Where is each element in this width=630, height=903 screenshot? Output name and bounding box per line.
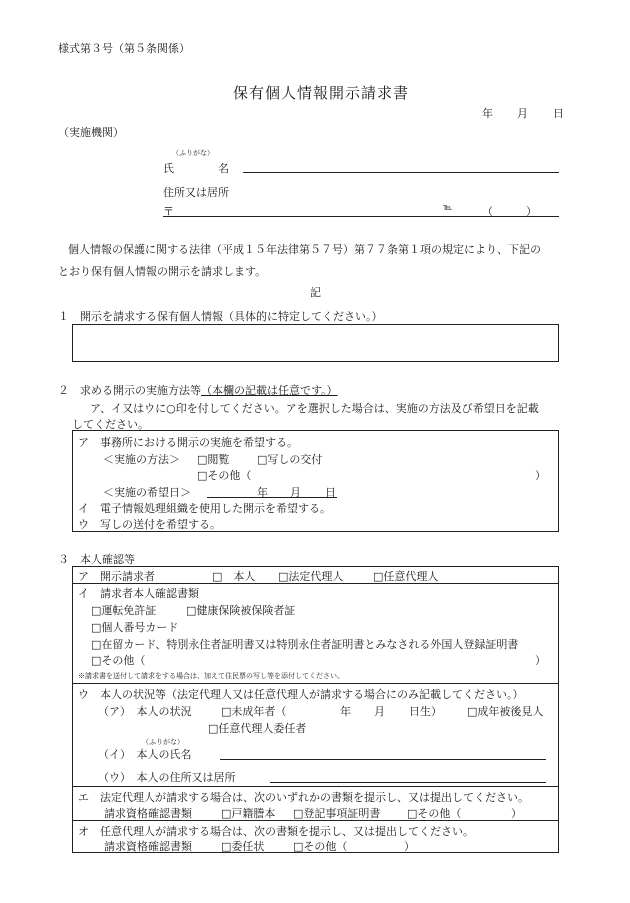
voluntary-other-close: ）	[404, 840, 415, 853]
date-day-label: 日	[553, 107, 564, 120]
section2-heading-note: （本欄の記載は任意です。）	[201, 384, 338, 397]
hope-month-label: 月	[290, 486, 301, 499]
minor-year-label: 年	[340, 705, 351, 718]
section2-heading	[58, 382, 338, 398]
tel-paren: （ ）	[482, 205, 537, 218]
method-label: ＜実施の方法＞	[103, 453, 180, 466]
id-docs-label: イ 請求者本人確認書類	[78, 587, 199, 600]
tel-label: ℡	[443, 203, 453, 213]
intro-line-1: 個人情報の保護に関する法律（平成１５年法律第５７号）第７７条第１項の規定により、下記の	[68, 243, 541, 256]
principal-name-field[interactable]	[220, 759, 546, 760]
method-copy-checkbox[interactable]: □写しの交付	[257, 453, 323, 466]
power-of-attorney-checkbox[interactable]: □委任状	[221, 840, 265, 853]
divider	[72, 786, 559, 787]
form-number: 様式第３号（第５条関係）	[58, 42, 190, 55]
status-section-label: ウ 本人の状況等（法定代理人又は任意代理人が請求する場合にのみ記載してください。）	[78, 688, 524, 701]
ki-label: 記	[310, 286, 321, 299]
date-month-label: 月	[517, 107, 528, 120]
license-checkbox[interactable]: □運転免許証	[91, 604, 157, 617]
requester-label: ア 開示請求者	[78, 570, 155, 583]
section2-instruction-1: ア、イ又はウに○印を付してください。アを選択した場合は、実施の方法及び希望日を記載	[90, 402, 539, 415]
intro-line-2: とおり保有個人情報の開示を請求します。	[58, 265, 267, 278]
divider	[72, 820, 559, 821]
section2-instruction-2: してください。	[72, 418, 149, 431]
applicant-name-field[interactable]	[243, 172, 559, 173]
hope-day-label: 日	[325, 486, 336, 499]
date-year-label: 年	[482, 107, 493, 120]
section2-heading-text: ２ 求める開示の実施方法等	[58, 384, 201, 397]
mynumber-checkbox[interactable]: □個人番号カード	[91, 621, 179, 634]
hope-date-label: ＜実施の希望日＞	[103, 486, 191, 499]
method-view-checkbox[interactable]: □閲覧	[197, 453, 230, 466]
requester-legal-checkbox[interactable]: □法定代理人	[278, 570, 344, 583]
principal-checkbox[interactable]: □任意代理人委任者	[208, 722, 307, 735]
voluntary-agent-instruction: オ 任意代理人が請求する場合は、次の書類を提示し、又は提出してください。	[78, 825, 474, 838]
applicant-furigana: （ふりがな）	[172, 149, 214, 157]
recipient-label: （実施機関）	[58, 126, 124, 139]
divider	[72, 583, 559, 584]
minor-checkbox[interactable]: □未成年者（	[221, 705, 287, 718]
registry-checkbox[interactable]: □登記事項証明書	[293, 807, 381, 820]
minor-birth-label: 日生）	[409, 705, 442, 718]
insurance-checkbox[interactable]: □健康保険被保険者証	[186, 604, 296, 617]
hope-date-field[interactable]	[207, 497, 337, 498]
legal-docs-label: 請求資格確認書類	[104, 807, 192, 820]
section3-heading: ３ 本人確認等	[58, 553, 135, 566]
legal-other-checkbox[interactable]: □その他（	[407, 807, 462, 820]
principal-address-field[interactable]	[270, 782, 546, 783]
residence-card-checkbox[interactable]: □在留カード、特別永住者証明書又は特別永住者証明書とみなされる外国人登録証明書	[91, 638, 519, 651]
id-other-close: ）	[535, 654, 546, 667]
principal-name-label: （イ） 本人の氏名	[98, 748, 192, 761]
minor-month-label: 月	[374, 705, 385, 718]
option-a-label[interactable]: ア 事務所における開示の実施を希望する。	[78, 436, 298, 449]
status-label: （ア） 本人の状況	[98, 705, 192, 718]
method-other-checkbox[interactable]: □その他（	[197, 469, 252, 482]
hope-year-label: 年	[257, 486, 268, 499]
option-u-label[interactable]: ウ 写しの送付を希望する。	[78, 518, 221, 531]
section1-input-box[interactable]	[72, 324, 559, 362]
applicant-name-label-2: 名	[218, 162, 229, 175]
adult-ward-checkbox[interactable]: □成年被後見人	[467, 705, 544, 718]
section1-heading: １ 開示を請求する保有個人情報（具体的に特定してください。）	[58, 310, 383, 323]
requester-voluntary-checkbox[interactable]: □任意代理人	[373, 570, 439, 583]
family-register-checkbox[interactable]: □戸籍謄本	[221, 807, 276, 820]
mail-note: ※請求書を送付して請求をする場合は、加えて住民票の写し等を添付してください。	[78, 672, 344, 680]
voluntary-docs-label: 請求資格確認書類	[104, 840, 192, 853]
divider	[72, 683, 559, 684]
legal-other-close: ）	[511, 807, 522, 820]
principal-address-label: （ウ） 本人の住所又は居所	[98, 771, 236, 784]
postal-mark: 〒	[163, 205, 174, 218]
principal-furigana: （ふりがな）	[142, 738, 184, 746]
applicant-name-label-1: 氏	[163, 162, 174, 175]
option-i-label[interactable]: イ 電子情報処理組織を使用した開示を希望する。	[78, 502, 331, 515]
applicant-address-label: 住所又は居所	[163, 186, 229, 199]
page-title: 保有個人情報開示請求書	[233, 84, 410, 102]
requester-self-checkbox[interactable]: □ 本人	[212, 570, 256, 583]
voluntary-other-checkbox[interactable]: □その他（	[293, 840, 348, 853]
method-other-close: ）	[535, 469, 546, 482]
legal-agent-instruction: エ 法定代理人が請求する場合は、次のいずれかの書類を提示し、又は提出してください。	[78, 791, 529, 804]
id-other-checkbox[interactable]: □その他（	[91, 654, 146, 667]
